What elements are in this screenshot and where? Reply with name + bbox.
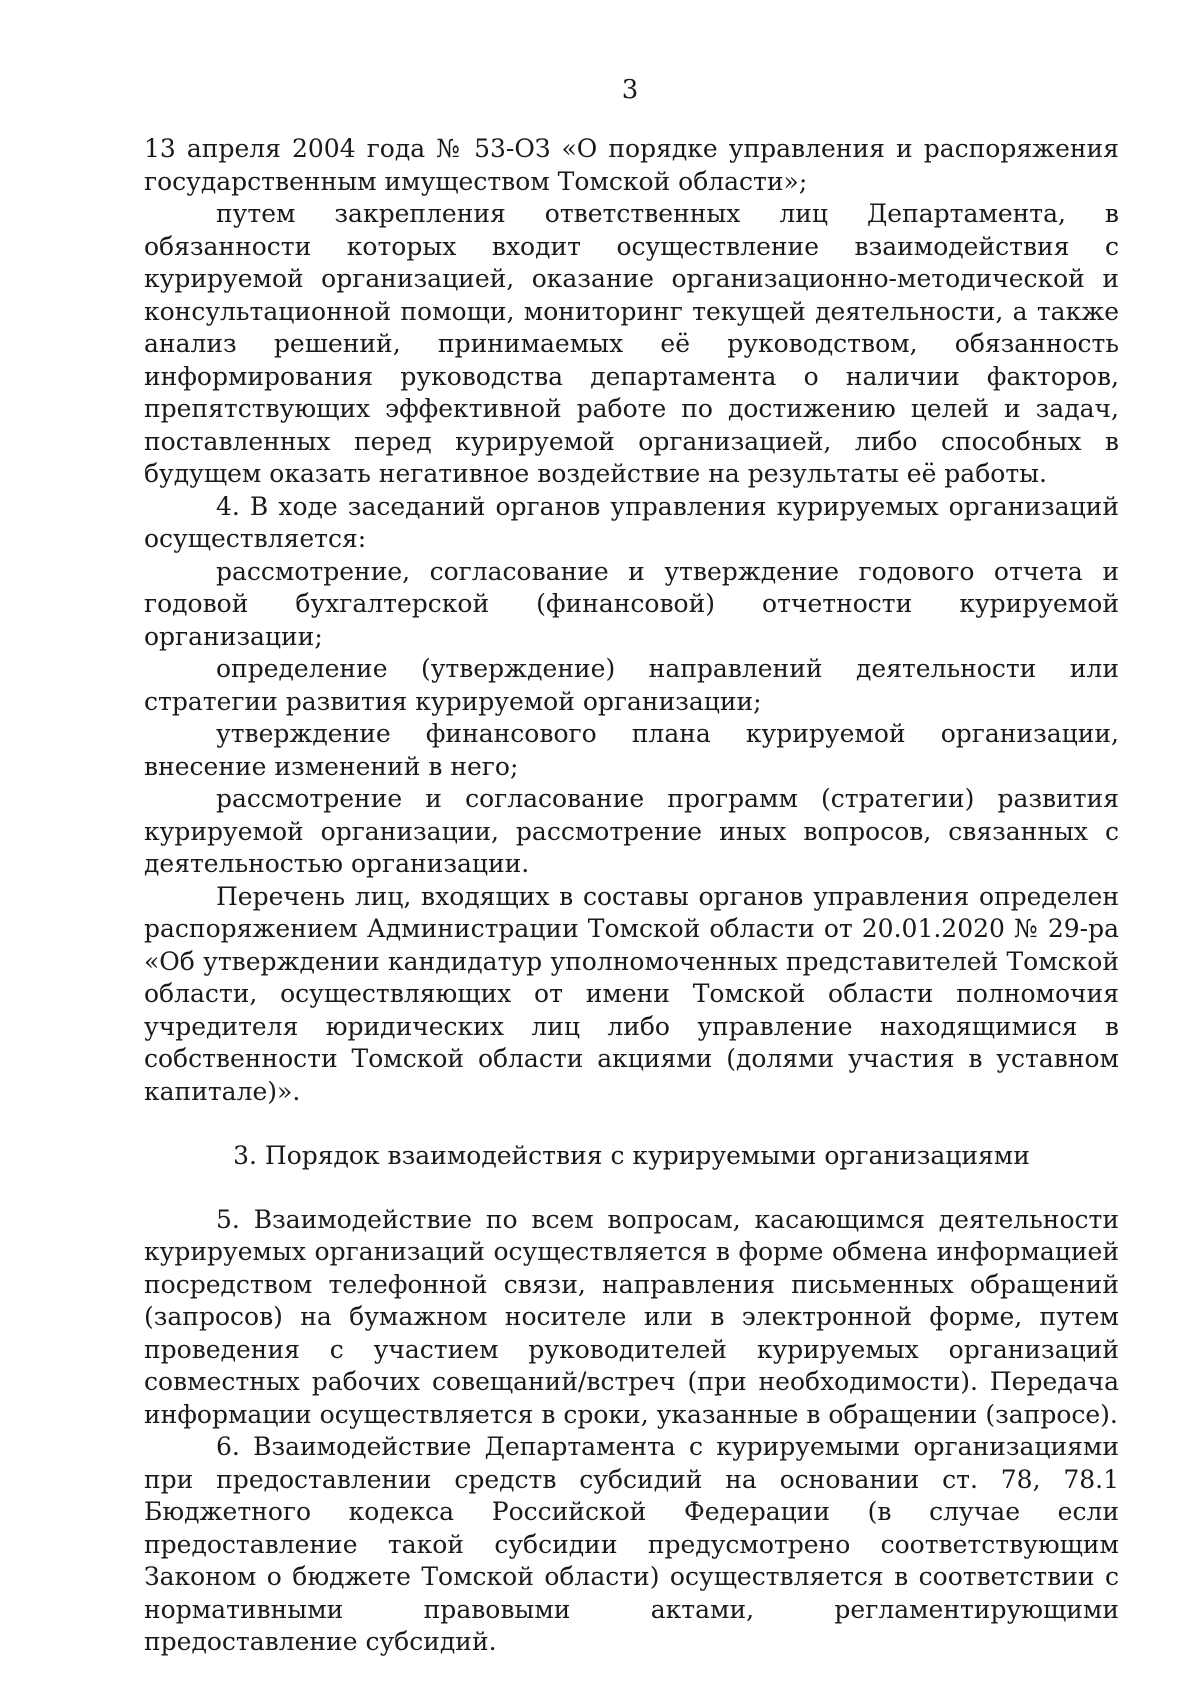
paragraph-item-4: 4. В ходе заседаний органов управления курируемых организаций осуществляется: (144, 491, 1119, 553)
section-heading: 3. Порядок взаимодействия с курируемыми организациями (233, 1141, 1030, 1170)
paragraph-item-5: 5. Взаимодействие по всем вопросам, касающимся деятельности курируемых организаций осуществляется в форме обмена информацией посредством телефонной связи, направления письменных обращений (запросов) на бумажном носителе или в электронной форме, путем проведения с участием руководителей курируемых организаций совместных рабочих совещаний/встреч (при необходимости). Передача информации осуществляется в сроки, указанные в обращении (запросе). (144, 1204, 1119, 1429)
paragraph-financial-plan: утверждение финансового плана курируемой организации, внесение изменений в него; (144, 719, 1119, 781)
paragraph-development-programs: рассмотрение и согласование программ (стратегии) развития курируемой организации, рассмотрение иных вопросов, связанных с деятельностью организации. (144, 784, 1119, 878)
paragraph-item-6: 6. Взаимодействие Департамента с курируемыми организациями при предоставлении средств субсидий на основании ст. 78, 78.1 Бюджетного кодекса Российской Федерации (в случае если предоставление такой субсидии предусмотрено соответствующим Законом о бюджете Томской области) осуществляется в соответствии с нормативными правовыми актами, регламентирующими предоставление субсидий. (144, 1432, 1119, 1656)
page-number: 3 (621, 75, 639, 105)
paragraph-persons-list: Перечень лиц, входящих в составы органов управления определен распоряжением Администрации Томской области от 20.01.2020 № 29-ра «Об утверждении кандидатур уполномоченных представителей Томской области, осуществляющих от имени Томской области полномочия учредителя юридических лиц либо управление находящимися в собственности Томской области акциями (долями участия в уставном капитале)». (144, 881, 1119, 1106)
document-body (144, 133, 1119, 1659)
paragraph-annual-report: рассмотрение, согласование и утверждение годового отчета и годовой бухгалтерской (финансовой) отчетности курируемой организации; (144, 556, 1119, 651)
paragraph-law-reference: 13 апреля 2004 года № 53-ОЗ «О порядке управления и распоряжения государственным имуществом Томской области»; (144, 134, 1119, 196)
paragraph-responsible-persons: путем закрепления ответственных лиц Департамента, в обязанности которых входит осуществление взаимодействия с курируемой организацией, оказание организационно-методической и консультационной помощи, мониторинг текущей деятельности, а также анализ решений, принимаемых её руководством, обязанность информирования руководства департамента о наличии факторов, препятствующих эффективной работе по достижению целей и задач, поставленных перед курируемой организацией, либо способных в будущем оказать негативное воздействие на результаты её работы. (144, 199, 1119, 488)
paragraph-strategy: определение (утверждение) направлений деятельности или стратегии развития курируемой организации; (144, 654, 1119, 716)
